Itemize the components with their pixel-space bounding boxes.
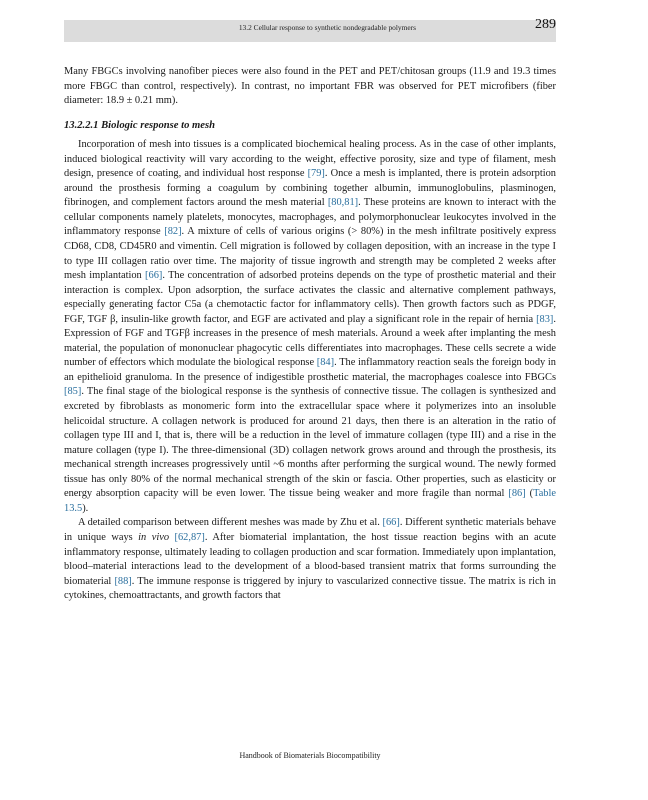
text-run: A detailed comparison between different meshes was made by Zhu et al. (78, 517, 383, 529)
text-run: . The inflammatory reaction seals the foreign body in an epithelioid granuloma. In the presence of indigestible prosthetic material, the macrophages coalesce into FBGCs (64, 357, 556, 383)
citation-link[interactable]: [66] (382, 517, 400, 529)
citation-link[interactable]: [82] (164, 226, 182, 238)
body-paragraph-2 (64, 516, 556, 603)
body-paragraph-1 (64, 138, 556, 516)
intro-paragraph: Many FBGCs involving nanofiber pieces were also found in the PET and PET/chitosan groups (11.9 and 19.3 times more FBGC than control, respectively). In contrast, no important FBR was observed for PET microfibers (fiber diameter: 18.9 ± 0.21 mm). (64, 66, 556, 107)
citation-link[interactable]: [80,81] (327, 197, 359, 209)
text-run: . These proteins are known to interact with the cellular components namely platelets, monocytes, macrophages, and polymorphonuclear leukocytes involved in the inflammatory response (64, 197, 556, 238)
text-run: . The final stage of the biological response is the synthesis of connective tissue. The collagen is synthesized and excreted by fibroblasts as monomeric form into the extracellular space where it polymerizes into an insoluble helicoidal structure. A collagen network is produced for around 21 days, then there is an alteration in the ratio of collagen type III and I, that is, there will be a reduction in the level of immature collagen (type III) and a rise in the mature collagen (type I). The three-dimensional (3D) collagen network grows around and through the prosthesis, its mechanical strength increases progressively until ~6 months after performing the surgical wound. The newly formed tissue has only 80% of the normal mechanical strength of the skin or fascia. Other properties, such as elasticity or energy absorption capacity will be even lower. The tissue being weaker and more fragile than normal (64, 386, 556, 500)
text-run: Incorporation of mesh into tissues is a complicated biochemical healing process. As in the case of other implants, induced biological reactivity will vary according to the weight, effective porosity, size and type of filament, mesh design, presence of coating, and individual host response (64, 139, 556, 180)
page-number: 289 (535, 17, 556, 32)
text-run: . The concentration of adsorbed proteins depends on the type of prosthetic material and their interaction is complex. Upon adsorption, the surface activates the classic and alternative complement pathways, especially generating factor C5a (a chemotactic factor for inflammatory cells). Then growth factors such as PDGF, FGF, TGF β, insulin-like growth factor, and EGF are activated and play a significant role in the repair of hernia (64, 270, 556, 325)
citation-link[interactable]: [84] (316, 357, 335, 369)
section-heading (64, 119, 556, 134)
text-run: . Expression of FGF and TGFβ increases in the presence of mesh materials. Around a week after implanting the mesh material, the population of mononuclear phagocytic cells differentiates into macrophages. These cells secrete a wide number of effectors which modulate the biological response (64, 313, 556, 369)
section-title: Biologic response to mesh (101, 119, 215, 131)
text-run: ( (525, 488, 534, 500)
citation-link[interactable]: [66] (145, 270, 163, 282)
running-header-title: 13.2 Cellular response to synthetic nondegradable polymers (238, 23, 416, 32)
citation-link[interactable]: Table 13.5 (64, 488, 557, 514)
text-run: . A mixture of cells of various origins (> 80%) in the mesh infiltrate positively express CD68, CD8, CD45R0 and vimentin. Cell migration is followed by collagen deposition, with an increase in the type I to type III collagen ratio over time. The majority of tissue ingrowth and strength may be completed 2 weeks after mesh implantation (64, 226, 556, 282)
citation-link[interactable]: [88] (114, 575, 132, 587)
page-body (64, 65, 556, 604)
text-run: ). (82, 502, 89, 514)
citation-link[interactable]: [86] (508, 488, 526, 500)
citation-link[interactable]: [83] (536, 313, 554, 325)
citation-link[interactable]: [85] (64, 386, 82, 398)
citation-link[interactable]: [79] (307, 168, 325, 180)
text-run: . After biomaterial implantation, the host tissue reaction begins with an acute inflammatory response, ultimately leading to collagen production and scar formation. Immediately upon implantation, blood–material interactions lead to the development of a blood-based transient matrix that forms surrounding the biomaterial (64, 531, 556, 587)
section-number: 13.2.2.1 (64, 119, 99, 131)
text-run: . Once a mesh is implanted, there is protein adsorption around the prosthesis forming a coagulum by combining together albumin, immunoglobulins, plasminogen, fibrinogen, and complement factors around the mesh material (64, 168, 556, 209)
text-run: . The immune response is triggered by injury to vascularized connective tissue. The matrix is rich in cytokines, chemoattractants, and growth factors that (64, 575, 556, 602)
citation-link[interactable]: [62,87] (174, 531, 205, 543)
italic-text: in vivo (138, 531, 170, 543)
footer-book-title: Handbook of Biomaterials Biocompatibility (239, 751, 381, 760)
text-run: . Different synthetic materials behave in unique ways (64, 517, 556, 543)
